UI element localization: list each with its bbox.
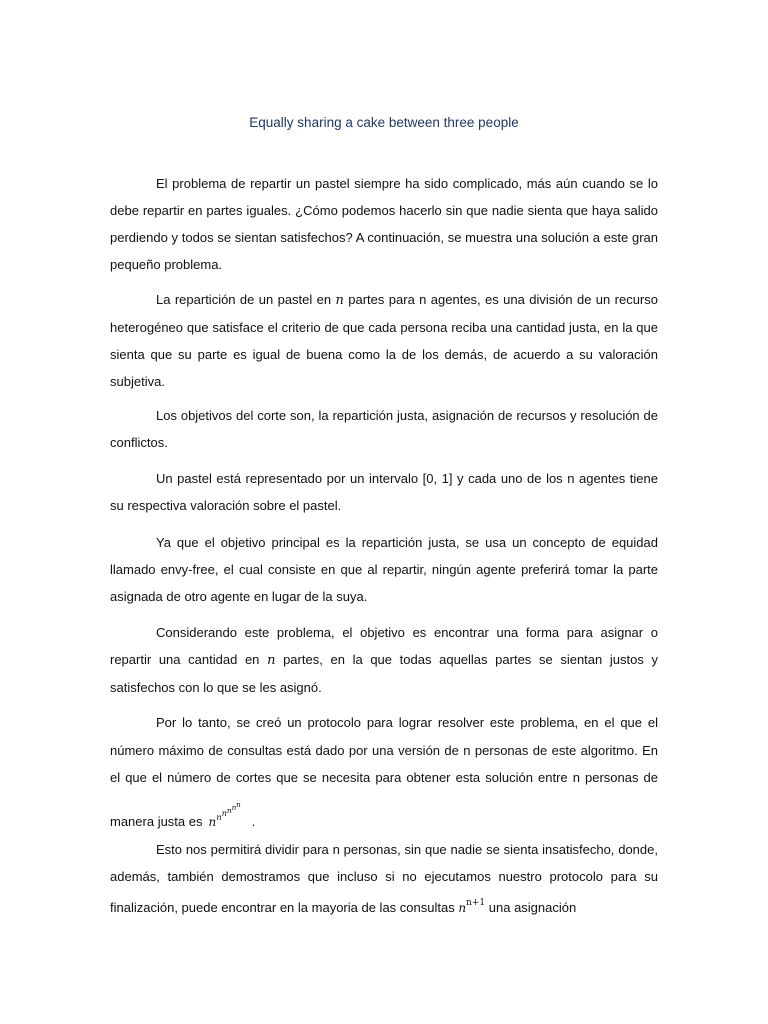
power-tower-formula: $n^{n^{n^{n^{n^n}}}}$ [208, 800, 241, 829]
paragraph-3: Los objetivos del corte son, la repartición justa, asignación de recursos y resolución de conflictos. [110, 408, 658, 450]
paragraph-2-text: La repartición de un pastel en n partes para n agentes, es una división de un recurso heterogéneo que satisface el criterio de que cada persona reciba una cantidad justa, en la que sienta que su parte es igual de buena como la de los demás, de acuerdo a su valoración subjetiva. [110, 292, 658, 389]
paragraph-6: Considerando este problema, el objetivo es encontrar una forma para asignar o repartir una cantidad en n partes, en la que todas aquellas partes se sientan justos y satisfechos con lo que se les asignó. [110, 625, 658, 695]
document-title: Equally sharing a cake between three people [249, 115, 519, 130]
paragraph-8 [110, 836, 658, 922]
paragraph-8-text: Esto nos permitirá dividir para n personas, sin que nadie se sienta insatisfecho, donde, además, también demostramos que incluso si no ejecutamos nuestro protocolo para su finalización, puede encontrar en la mayoria de las consultas [110, 842, 658, 915]
paragraph-4: Un pastel está representado por un intervalo [0, 1] y cada uno de los n agentes tiene su respectiva valoración sobre el pastel. [110, 471, 658, 513]
paragraph-5: Ya que el objetivo principal es la repartición justa, se usa un concepto de equidad llamado envy-free, el cual consiste en que al repartir, ningún agente preferirá tomar la parte asignada de otro agente en lugar de la suya. [110, 535, 658, 604]
formula-period: . [251, 813, 256, 829]
paragraph-1: El problema de repartir un pastel siempre ha sido complicado, más aún cuando se lo debe repartir en partes iguales. ¿Cómo podemos hacerlo sin que nadie sienta que haya salido perdiendo y todos se sientan satisfechos? A continuación, se muestra una solución a este gran pequeño problema. [110, 176, 658, 272]
paragraph-7-text: Por lo tanto, se creó un protocolo para lograr resolver este problema, en el que el número máximo de consultas está dado por una versión de n personas de este algoritmo. En el que el número de cortes que se necesita para obtener esta solución entre n personas de manera justa es [110, 715, 658, 829]
paragraph-8-tail: una asignación [488, 900, 577, 915]
power-formula: $n^{n+1}$ [458, 898, 486, 915]
paragraph-2 [110, 286, 658, 395]
paragraph-7 [110, 709, 658, 836]
